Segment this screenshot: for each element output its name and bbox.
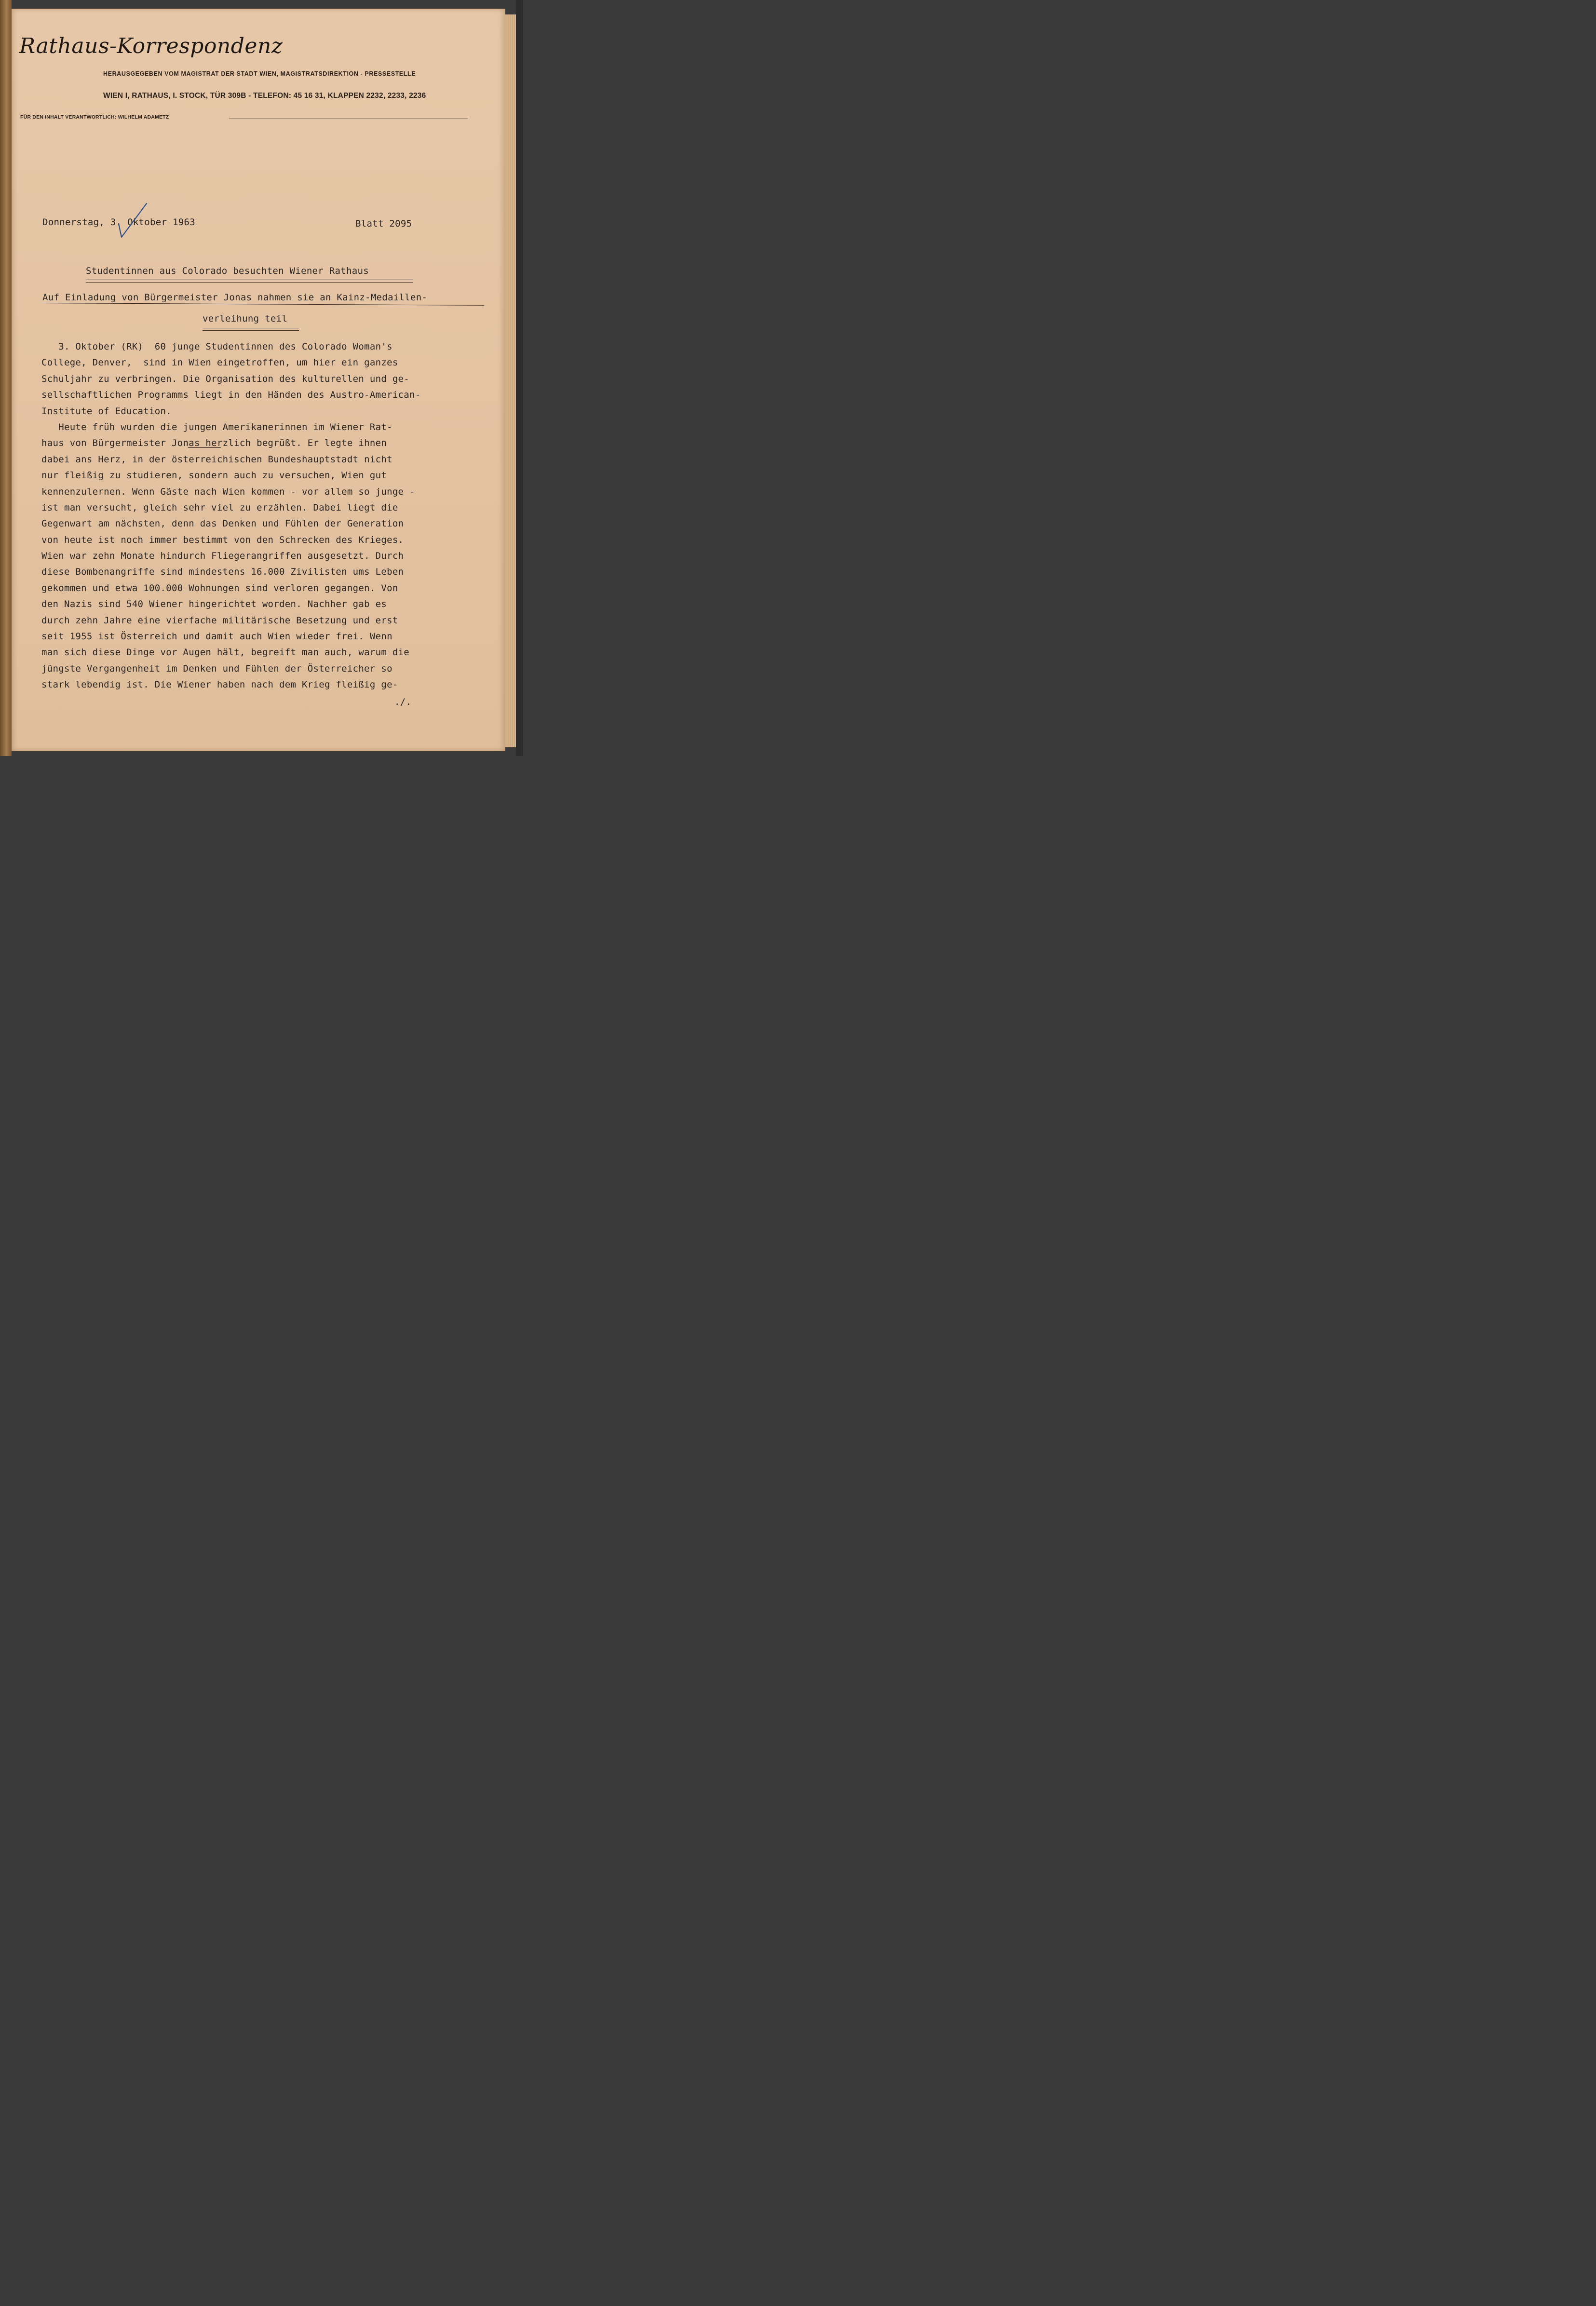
body-line: seit 1955 ist Österreich und damit auch Wien wieder frei. Wenn [41, 631, 392, 642]
body-line: stark lebendig ist. Die Wiener haben nach dem Krieg fleißig ge- [41, 679, 398, 690]
check-mark-icon [115, 202, 149, 240]
responsible-line: FÜR DEN INHALT VERANTWORTLICH: WILHELM ADAMETZ [20, 114, 169, 120]
article-subtitle-line-2: verleihung teil [203, 313, 288, 324]
article-subtitle-line-1: Auf Einladung von Bürgermeister Jonas nahmen sie an Kainz-Medaillen- [42, 292, 428, 303]
address-line: WIEN I, RATHAUS, I. STOCK, TÜR 309B - TELEFON: 45 16 31, KLAPPEN 2232, 2233, 2236 [103, 92, 426, 100]
subtitle-double-rule [203, 328, 299, 331]
background-edge [516, 0, 523, 756]
body-line: Heute früh wurden die jungen Amerikanerinnen im Wiener Rat- [41, 421, 392, 432]
sheet-number: Blatt 2095 [355, 218, 412, 229]
body-line: haus von Bürgermeister Jonas herzlich begrüßt. Er legte ihnen [41, 438, 387, 449]
title-double-rule [86, 280, 413, 283]
body-line: gekommen und etwa 100.000 Wohnungen sind verloren gegangen. Von [41, 582, 398, 593]
body-line: kennenzulernen. Wenn Gäste nach Wien kommen - vor allem so junge - [41, 486, 415, 497]
body-line: 3. Oktober (RK) 60 junge Studentinnen des Colorado Woman's [41, 341, 392, 352]
body-line: man sich diese Dinge vor Augen hält, begreift man auch, warum die [41, 647, 410, 658]
page-stack-edges [505, 14, 516, 747]
continued-mark: ./. [394, 697, 412, 707]
publisher-line: HERAUSGEGEBEN VOM MAGISTRAT DER STADT WIEN, MAGISTRATSDIREKTION - PRESSESTELLE [103, 70, 416, 77]
name-underline [188, 447, 221, 448]
binder-spine [0, 0, 12, 756]
body-line: sellschaftlichen Programms liegt in den Händen des Austro-American- [41, 390, 421, 401]
body-line: Wien war zehn Monate hindurch Fliegerangriffen ausgesetzt. Durch [41, 551, 404, 562]
body-line: diese Bombenangriffe sind mindestens 16.000 Zivilisten ums Leben [41, 566, 404, 578]
body-line: Gegenwart am nächsten, denn das Denken und Fühlen der Generation [41, 518, 404, 529]
body-line: Schuljahr zu verbringen. Die Organisation des kulturellen und ge- [41, 373, 410, 384]
body-line: dabei ans Herz, in der österreichischen Bundeshauptstadt nicht [41, 454, 392, 465]
document-date: Donnerstag, 3. Oktober 1963 [42, 217, 195, 228]
body-line: den Nazis sind 540 Wiener hingerichtet worden. Nachher gab es [41, 599, 387, 610]
body-line: jüngste Vergangenheit im Denken und Fühlen der Österreicher so [41, 663, 392, 674]
article-title: Studentinnen aus Colorado besuchten Wiener Rathaus [86, 266, 369, 276]
body-line: von heute ist noch immer bestimmt von den Schrecken des Krieges. [41, 534, 404, 545]
body-line: nur fleißig zu studieren, sondern auch zu versuchen, Wien gut [41, 470, 387, 481]
body-line: Institute of Education. [41, 405, 172, 417]
masthead-title: Rathaus-Korrespondenz [19, 34, 283, 58]
body-line: durch zehn Jahre eine vierfache militärische Besetzung und erst [41, 615, 398, 626]
body-line: ist man versucht, gleich sehr viel zu erzählen. Dabei liegt die [41, 502, 398, 513]
article-body [41, 339, 490, 693]
body-line: College, Denver, sind in Wien eingetroffen, um hier ein ganzes [41, 357, 398, 368]
